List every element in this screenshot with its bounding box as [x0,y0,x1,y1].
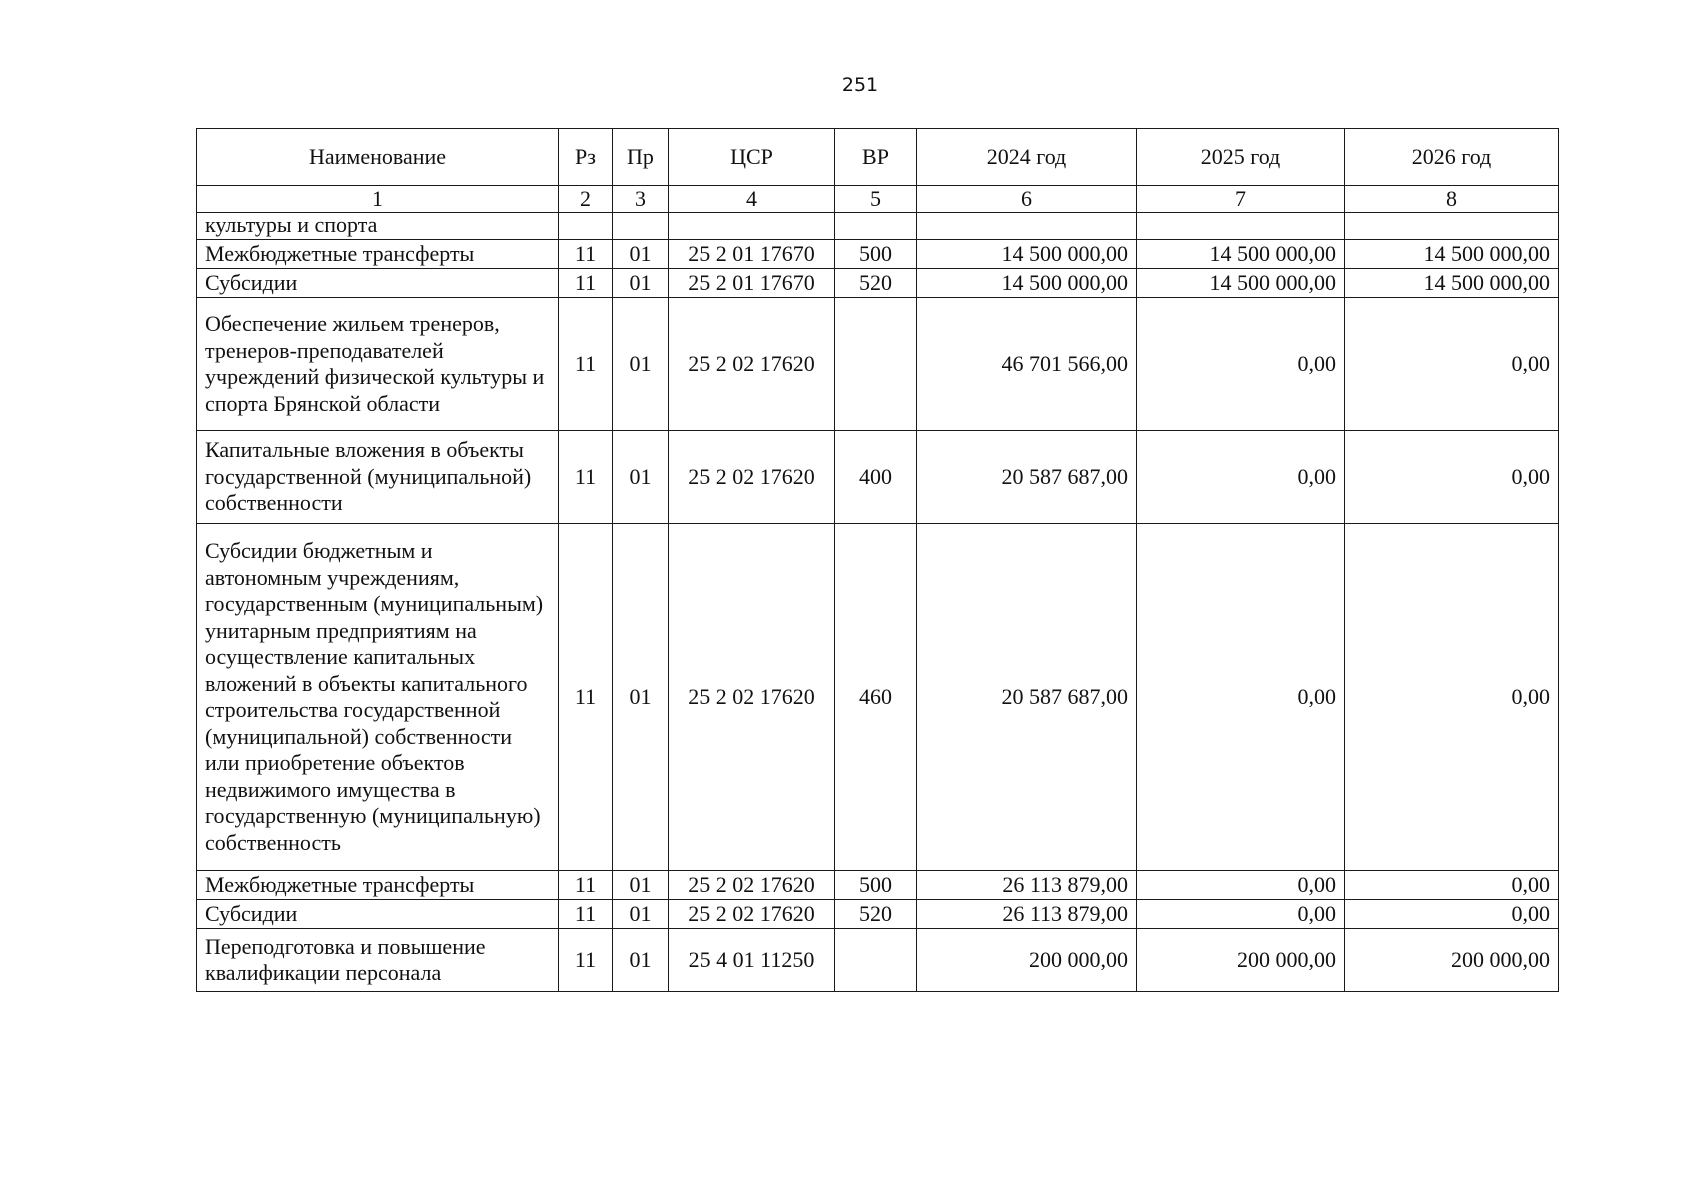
row-2025: 14 500 000,00 [1137,240,1345,269]
row-vr: 520 [835,269,917,298]
row-2024: 26 113 879,00 [917,900,1137,929]
row-2025: 0,00 [1137,298,1345,431]
row-csr: 25 2 01 17670 [669,240,835,269]
row-pr: 01 [613,524,669,871]
row-2026: 0,00 [1345,298,1559,431]
row-csr: 25 2 02 17620 [669,524,835,871]
row-pr: 01 [613,240,669,269]
row-2026: 200 000,00 [1345,929,1559,992]
row-vr: 500 [835,871,917,900]
page-number: 251 [841,74,879,96]
row-vr [835,298,917,431]
row-2026: 0,00 [1345,900,1559,929]
row-rz [559,213,613,240]
row-2026: 0,00 [1345,524,1559,871]
row-csr [669,213,835,240]
row-vr [835,213,917,240]
row-rz: 11 [559,431,613,524]
header-csr: ЦСР [669,129,835,186]
budget-table [196,128,1559,992]
row-csr: 25 2 02 17620 [669,900,835,929]
column-number: 7 [1137,186,1345,213]
table-row [197,524,1559,871]
header-row [197,129,1559,186]
header-2025: 2025 год [1137,129,1345,186]
row-csr: 25 2 02 17620 [669,871,835,900]
row-2024: 46 701 566,00 [917,298,1137,431]
header-pr: Пр [613,129,669,186]
header-2026: 2026 год [1345,129,1559,186]
row-csr: 25 2 02 17620 [669,431,835,524]
table-row [197,431,1559,524]
table-row [197,900,1559,929]
row-pr: 01 [613,431,669,524]
row-pr: 01 [613,929,669,992]
table-row [197,929,1559,992]
row-2025: 0,00 [1137,871,1345,900]
row-2024: 14 500 000,00 [917,269,1137,298]
header-rz: Рз [559,129,613,186]
row-csr: 25 4 01 11250 [669,929,835,992]
row-name: Межбюджетные трансферты [197,871,559,900]
row-pr: 01 [613,900,669,929]
row-name: Межбюджетные трансферты [197,240,559,269]
row-2025: 200 000,00 [1137,929,1345,992]
row-2025 [1137,213,1345,240]
row-rz: 11 [559,298,613,431]
table-row [197,298,1559,431]
row-rz: 11 [559,240,613,269]
row-2025: 14 500 000,00 [1137,269,1345,298]
row-2024: 26 113 879,00 [917,871,1137,900]
table-row [197,871,1559,900]
row-2026: 0,00 [1345,431,1559,524]
row-2026: 0,00 [1345,871,1559,900]
column-number: 8 [1345,186,1559,213]
row-name: Субсидии бюджетным и автономным учреждениям, государственным (муниципальным) унитарным предприятиям на осуществление капитальных вложений в объекты капитального строительства государственной (муниципальной) собственности или приобретение объектов недвижимого имущества в государственную (муниципальную) собственность [197,524,559,871]
row-pr: 01 [613,871,669,900]
row-pr: 01 [613,269,669,298]
row-2025: 0,00 [1137,524,1345,871]
table-row [197,240,1559,269]
row-2025: 0,00 [1137,431,1345,524]
row-2025: 0,00 [1137,900,1345,929]
row-rz: 11 [559,871,613,900]
row-pr: 01 [613,298,669,431]
row-name: культуры и спорта [197,213,559,240]
column-number: 1 [197,186,559,213]
row-rz: 11 [559,929,613,992]
column-number: 6 [917,186,1137,213]
row-rz: 11 [559,269,613,298]
row-vr [835,929,917,992]
row-2024: 20 587 687,00 [917,524,1137,871]
row-name: Субсидии [197,269,559,298]
column-number: 2 [559,186,613,213]
row-csr: 25 2 01 17670 [669,269,835,298]
row-name: Субсидии [197,900,559,929]
header-vr: ВР [835,129,917,186]
row-2024: 14 500 000,00 [917,240,1137,269]
row-csr: 25 2 02 17620 [669,298,835,431]
row-2024: 200 000,00 [917,929,1137,992]
row-vr: 500 [835,240,917,269]
header-2024: 2024 год [917,129,1137,186]
row-2024: 20 587 687,00 [917,431,1137,524]
row-vr: 400 [835,431,917,524]
row-2026 [1345,213,1559,240]
column-number: 4 [669,186,835,213]
header-name: Наименование [197,129,559,186]
row-vr: 460 [835,524,917,871]
column-number: 3 [613,186,669,213]
table-row [197,269,1559,298]
column-number-row [197,186,1559,213]
row-vr: 520 [835,900,917,929]
row-rz: 11 [559,524,613,871]
row-2026: 14 500 000,00 [1345,240,1559,269]
row-pr [613,213,669,240]
table-row [197,213,1559,240]
row-name: Капитальные вложения в объекты государственной (муниципальной) собственности [197,431,559,524]
row-name: Переподготовка и повышение квалификации персонала [197,929,559,992]
column-number: 5 [835,186,917,213]
row-2026: 14 500 000,00 [1345,269,1559,298]
row-name: Обеспечение жильем тренеров, тренеров-преподавателей учреждений физической культуры и спорта Брянской области [197,298,559,431]
row-2024 [917,213,1137,240]
row-rz: 11 [559,900,613,929]
